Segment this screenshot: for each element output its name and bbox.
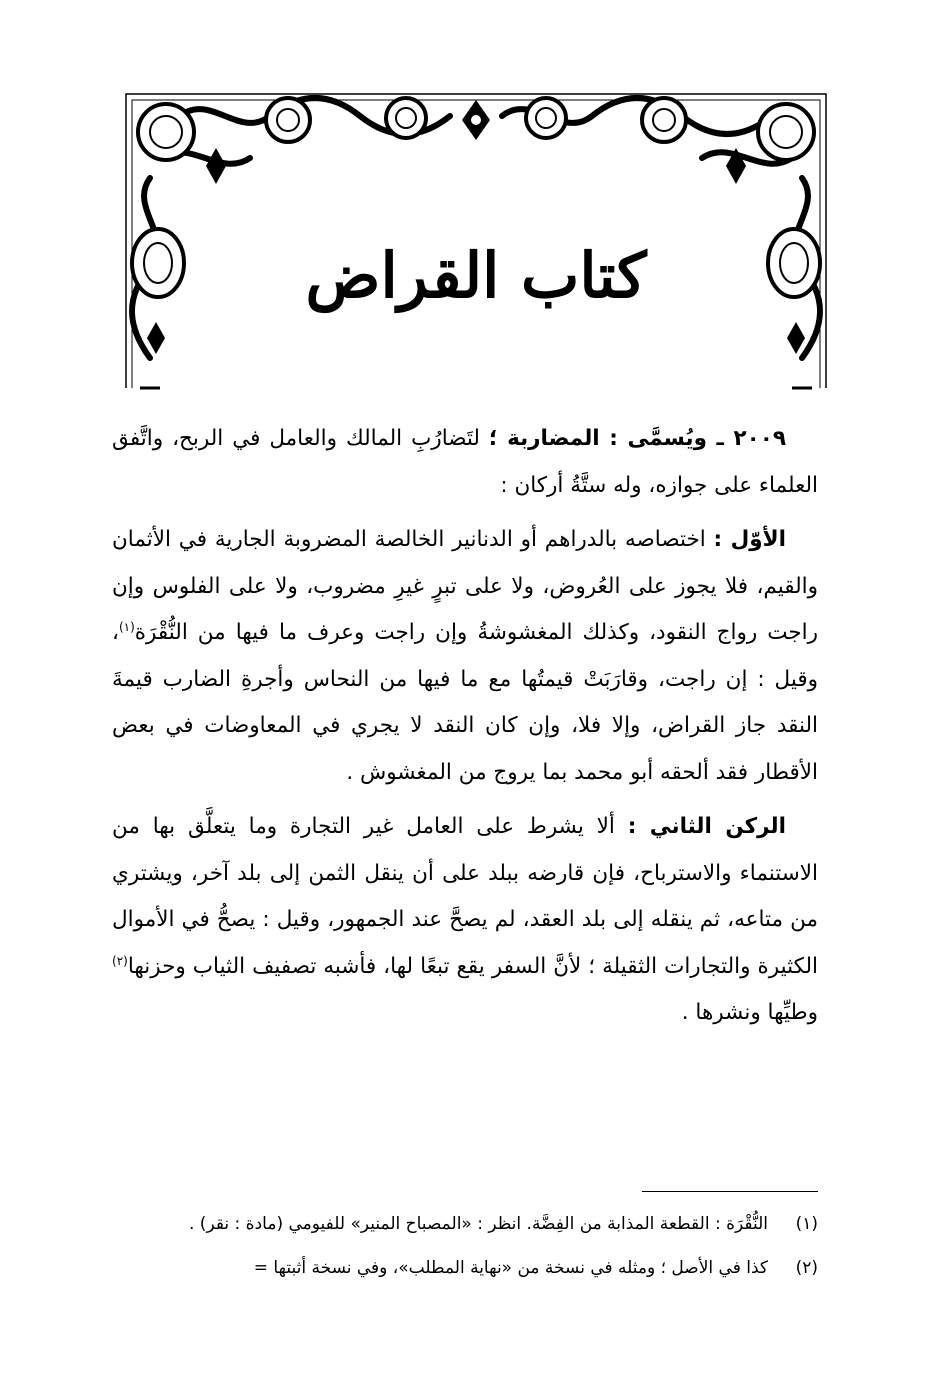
paragraph-text: وطيِّها ونشرها . — [681, 1000, 818, 1025]
footnote-number: (٢) — [795, 1258, 818, 1278]
footnote-ref[interactable]: (١) — [118, 619, 135, 634]
paragraph-lead: ٢٠٠٩ ـ ويُسمَّى : المضاربة ؛ — [488, 426, 786, 451]
paragraph — [112, 517, 818, 796]
paragraph-text: لتَضارُبِ المالك والعامل في الربح، واتَّفق العلماء على جوازه، وله ستَّةُ أركان : — [112, 426, 818, 498]
paragraph — [112, 416, 818, 509]
paragraph-text: اختصاصه بالدراهم أو الدنانير الخالصة المضروبة الجارية في الأثمان والقيم، فلا يجوز على العُروض، ولا على تبرٍ غيرِ مضروب، ولا على الفلوس وإن راجت رواج النقود، وكذلك المغشوشةُ وإن راجت وعرف ما فيها من النُّقْرَة — [112, 527, 818, 645]
footnote-divider — [642, 1191, 818, 1192]
paragraph — [112, 804, 818, 1037]
footnote-text: النُّقْرَة : القطعة المذابة من الفِضَّة. انظر : «المصباح المنير» للفيومي (مادة : نقر) . — [189, 1214, 768, 1234]
book-title: كتاب القراض — [305, 238, 647, 312]
paragraph-text: ألا يشرط على العامل غير التجارة وما يتعلَّق بها من الاستنماء والاسترباح، فإن قارضه ببلد على أن ينقل الثمن إلى بلد آخر، ويشتري من متاعه، ثم ينقله إلى بلد العقد، لم يصحَّ عند الجمهور، وقيل : يصحُّ في الأموال الكثيرة والتجارات الثقيلة ؛ لأنَّ السفر يقع تبعًا لها، فأشبه تصفيف الثياب وحزنها — [112, 814, 818, 979]
paragraph-lead: الركن الثاني : — [627, 814, 787, 839]
paragraph-lead: الأوّل : — [713, 527, 786, 552]
footnote — [112, 1202, 818, 1246]
paragraph-text: ، وقيل : إن راجت، وقارَبَتْ قيمتُها مع ما فيها من النحاس وأجرةِ الضارب قيمةَ النقد جاز القراض، وإلا فلا، وإن كان النقد لا يجري في المعاوضات في بعض الأقطار فقد ألحقه أبو محمد بما يروج من المغشوش . — [112, 620, 818, 785]
footnotes — [112, 1202, 818, 1290]
main-text — [112, 416, 818, 1037]
footnote-ref[interactable]: (٢) — [112, 953, 128, 968]
footnote-number: (١) — [795, 1214, 818, 1234]
footnote — [112, 1246, 818, 1290]
footnote-text: كذا في الأصل ؛ ومثله في نسخة من «نهاية المطلب»، وفي نسخة أثبتها = — [253, 1258, 768, 1278]
